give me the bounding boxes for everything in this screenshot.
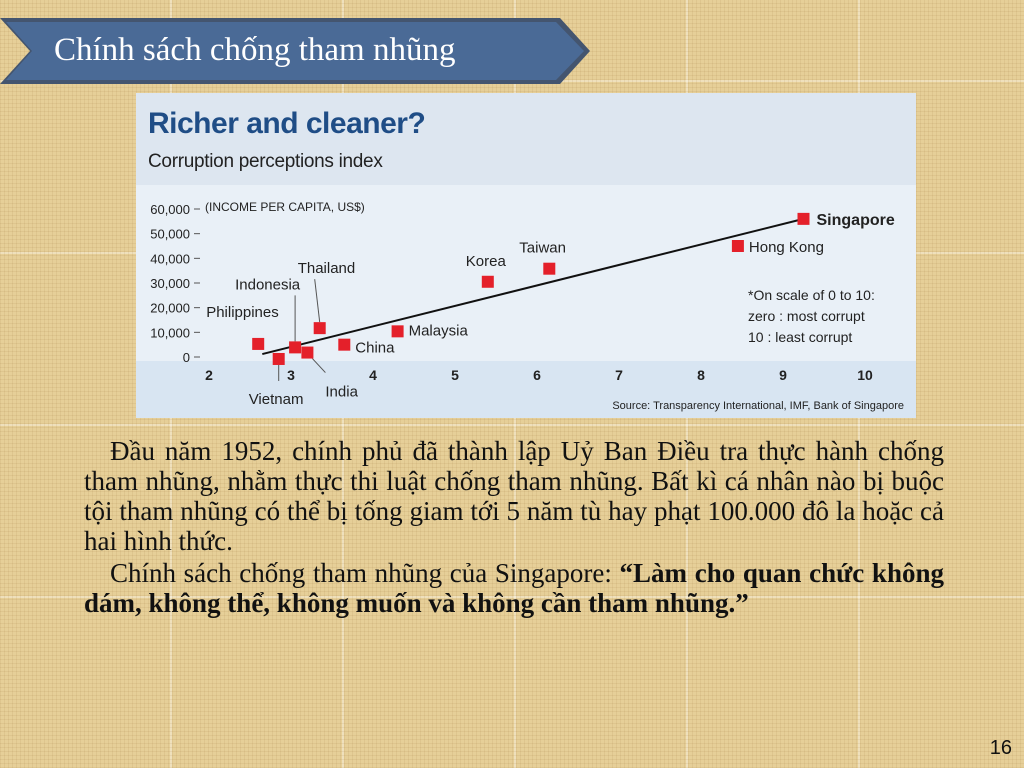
page-number: 16 xyxy=(989,737,1012,759)
paragraph-2-quote: “Làm cho quan chức không dám, không thể, không muốn và không cần tham nhũng.” xyxy=(84,558,944,618)
x-tick-label: 9 xyxy=(779,367,787,383)
x-tick-label: 3 xyxy=(287,367,295,383)
x-tick-label: 4 xyxy=(369,367,377,383)
slide-title: Chính sách chống tham nhũng xyxy=(54,32,456,68)
data-point xyxy=(301,347,313,359)
scale-note-line: zero : most corrupt xyxy=(748,308,865,324)
data-point xyxy=(314,322,326,334)
y-tick-label: 60,000 xyxy=(150,202,190,217)
chart-source: Source: Transparency International, IMF, Bank of Singapore xyxy=(612,400,904,412)
point-label: Hong Kong xyxy=(748,239,824,256)
data-point xyxy=(543,263,555,275)
y-tick-label: 40,000 xyxy=(150,251,190,267)
point-label: Korea xyxy=(465,252,506,270)
y-tick-label: 30,000 xyxy=(150,276,190,291)
point-label: Indonesia xyxy=(235,276,301,294)
point-label: Philippines xyxy=(206,303,279,321)
data-point xyxy=(252,338,264,350)
body-text xyxy=(84,436,944,618)
y-tick-label: 0 xyxy=(182,350,190,365)
data-point xyxy=(392,325,404,337)
paragraph-1: Đầu năm 1952, chính phủ đã thành lập Uỷ Ban Điều tra thực hành chống tham nhũng, nhằm thực thi luật chống tham nhũng. Bất kì cá nhân nào bị buộc tội tham nhũng có thể bị tống giam tới 5 năm tù hay phạt 100.000 đô la hoặc cả hai hình thức. xyxy=(84,436,944,556)
scale-note-line: *On scale of 0 to 10: xyxy=(748,287,875,303)
y-tick-label: 20,000 xyxy=(150,300,190,316)
x-tick-label: 7 xyxy=(615,367,623,383)
data-point xyxy=(732,240,744,252)
x-tick-label: 2 xyxy=(205,367,213,383)
data-point xyxy=(798,213,810,225)
data-point xyxy=(273,353,285,365)
paragraph-2-lead: Chính sách chống tham nhũng của Singapore: xyxy=(110,558,620,588)
y-tick-label: 50,000 xyxy=(150,226,190,242)
x-tick-label: 6 xyxy=(533,367,541,383)
chart-title: Richer and cleaner? xyxy=(148,107,426,140)
point-label: Singapore xyxy=(816,211,895,229)
point-label: India xyxy=(325,383,358,401)
point-label: Vietnam xyxy=(248,390,304,408)
point-label: Malaysia xyxy=(408,322,468,340)
point-label: Thailand xyxy=(297,260,356,278)
scale-note-line: 10 : least corrupt xyxy=(748,329,853,345)
data-point xyxy=(338,339,350,351)
chart-header xyxy=(136,93,916,185)
chart-subtitle: Corruption perceptions index xyxy=(148,151,383,172)
point-label: China xyxy=(355,339,395,357)
x-tick-label: 10 xyxy=(857,367,873,383)
chart-card xyxy=(136,93,916,418)
x-tick-label: 8 xyxy=(697,367,705,383)
data-point xyxy=(482,276,494,288)
point-label: Taiwan xyxy=(519,239,567,257)
x-tick-label: 5 xyxy=(451,367,459,383)
y-axis-label: (INCOME PER CAPITA, US$) xyxy=(205,200,365,214)
scatter-chart xyxy=(136,185,916,418)
label-leader-line xyxy=(315,279,320,322)
paragraph-2 xyxy=(84,558,944,618)
data-point xyxy=(289,341,301,353)
y-tick-label: 10,000 xyxy=(150,325,190,341)
